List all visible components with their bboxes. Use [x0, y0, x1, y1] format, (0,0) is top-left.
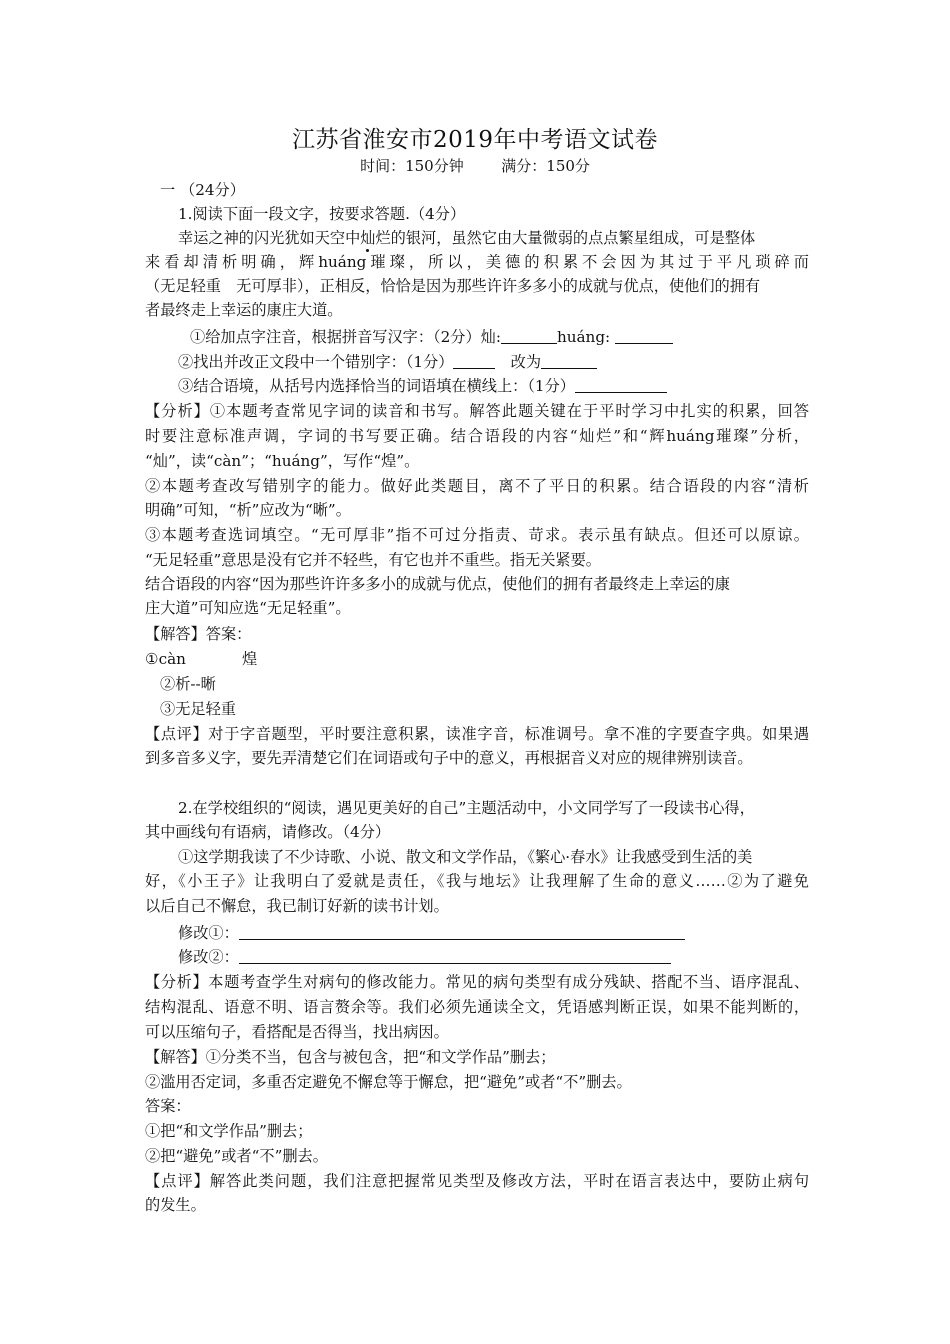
q1-passage-line: （无足轻重 无可厚非），正相反，恰恰是因为那些许许多多小的成就与优点，使他们的拥有	[145, 277, 761, 295]
q2-prompt: 2.在学校组织的“阅读，遇见更美好的自己”主题活动中，小文同学写了一段读书心得，	[178, 799, 755, 817]
analysis-line: 明确”可知，“析”应改为“晰”。	[145, 501, 351, 519]
analysis-line: 可以压缩句子，看搭配是否得当，找出病因。	[145, 1023, 449, 1041]
comment-line: 到多音多义字，要先弄清楚它们在词语或句子中的意义，再根据音义对应的规律辨别读音。	[145, 749, 753, 767]
analysis-line: 结合语段的内容“因为那些许许多多小的成就与优点，使他们的拥有者最终走上幸运的康	[145, 575, 730, 593]
q2-passage-line: 好，《小王子》让我明白了爱就是责任，《我与地坛》让我理解了生命的意义……②为了避免	[145, 872, 809, 890]
analysis-line: 【分析】①本题考查常见字词的读音和书写。解答此题关键在于平时学习中扎实的积累，回答	[145, 402, 809, 420]
fix-row-2	[178, 947, 671, 967]
analysis-line: ③本题考查选词填空。“无可厚非”指不可过分指责、苛求。表示虽有缺点。但还可以原谅。	[145, 526, 809, 544]
fix-input-2[interactable]	[239, 949, 671, 964]
answer-blank[interactable]	[541, 354, 597, 369]
q1-passage-line	[178, 228, 755, 248]
answer-heading: 答案：	[145, 1097, 191, 1115]
q1-passage-line: 来看却清析明确，辉huáng璀璨，所以，美德的积累不会因为其过于平凡琐碎而	[145, 253, 809, 271]
subquestion-text: ②找出并改正文段中一个错别字：（1分）	[178, 353, 454, 371]
analysis-line: 时要注意标准声调，字词的书写要正确。结合语段的内容“灿烂”和“辉huáng璀璨”分析，	[145, 427, 809, 445]
q1-subquestion-3	[178, 376, 667, 396]
q1-passage-line: 者最终走上幸运的康庄大道。	[145, 301, 343, 319]
exam-meta	[0, 155, 950, 176]
answer-text: ①càn	[145, 650, 186, 668]
q1-prompt: 1.阅读下面一段文字，按要求答题.（4分）	[178, 205, 466, 223]
analysis-line: ②本题考查改写错别字的能力。做好此类题目，离不了平日的积累。结合语段的内容“清析	[145, 477, 809, 495]
q2-passage-line: ①这学期我读了不少诗歌、小说、散文和文学作品，《繁心·春水》让我感受到生活的美	[178, 848, 753, 866]
q1-subquestion-1	[190, 327, 673, 347]
passage-text: 幸运之神的闪光犹如天空中	[178, 229, 361, 247]
subquestion-text: ①给加点字注音，根据拼音写汉字：（2分）灿:	[190, 328, 501, 346]
solution-line: ②滥用否定词，多重否定避免不懈怠等于懈怠，把“避免”或者“不”删去。	[145, 1073, 632, 1091]
q1-subquestion-2	[178, 352, 597, 372]
answer-item: ①把“和文学作品”删去；	[145, 1122, 313, 1140]
comment-line: 【点评】解答此类问题，我们注意把握常见类型及修改方法，平时在语言表达中，要防止病句	[145, 1172, 809, 1190]
passage-text: 烂的银河，虽然它由大量微弱的点点繁星组成，可是整体	[375, 229, 756, 247]
answer-text: 煌	[241, 650, 258, 668]
analysis-line: 庄大道”可知应选“无足轻重”。	[145, 599, 351, 617]
fix-label: 修改②：	[178, 948, 239, 966]
fix-input-1[interactable]	[239, 925, 685, 940]
answer-blank[interactable]	[615, 329, 673, 344]
subquestion-text: huáng:	[556, 328, 616, 346]
subquestion-text: 改为	[510, 353, 542, 371]
answer-item: ②析--晰	[160, 675, 216, 693]
analysis-line: 【分析】本题考查学生对病句的修改能力。常见的病句类型有成分残缺、搭配不当、语序混乱、	[145, 973, 809, 991]
time-label: 时间：150分钟	[360, 157, 464, 175]
answer-blank[interactable]	[501, 329, 557, 344]
comment-line: 【点评】对于字音题型，平时要注意积累，读准字音，标准调号。拿不准的字要查字典。如果遇	[145, 725, 809, 743]
answer-item: ③无足轻重	[160, 700, 236, 718]
analysis-line: “无足轻重”意思是没有它并不轻些，有它也并不重些。指无关紧要。	[145, 551, 601, 569]
subquestion-text: ③结合语境，从括号内选择恰当的词语填在横线上：（1分）	[178, 377, 575, 395]
answer-item	[145, 649, 257, 669]
analysis-line: 结构混乱、语意不明、语言赘余等。我们必须先通读全文，凭语感判断正误，如果不能判断的，	[145, 998, 809, 1016]
answer-blank[interactable]	[575, 378, 667, 393]
page-title: 江苏省淮安市2019年中考语文试卷	[291, 127, 659, 153]
dotted-character: 灿	[360, 229, 376, 247]
comment-line: 的发生。	[145, 1196, 206, 1214]
answer-heading: 【解答】答案：	[145, 625, 252, 643]
q2-passage-line: 以后自己不懈怠，我已制订好新的读书计划。	[145, 897, 449, 915]
fix-row-1	[178, 923, 685, 943]
section-heading: 一 （24分）	[160, 181, 245, 199]
answer-blank[interactable]	[453, 354, 495, 369]
score-label: 满分：150分	[501, 157, 590, 175]
q2-prompt: 其中画线句有语病，请修改。（4分）	[145, 823, 391, 841]
answer-item: ②把“避免”或者“不”删去。	[145, 1147, 328, 1165]
solution-line: 【解答】①分类不当，包含与被包含，把“和文学作品”删去；	[145, 1048, 556, 1066]
fix-label: 修改①：	[178, 924, 239, 942]
analysis-line: “灿”，读“càn”；“huáng”，写作“煌”。	[145, 452, 420, 470]
